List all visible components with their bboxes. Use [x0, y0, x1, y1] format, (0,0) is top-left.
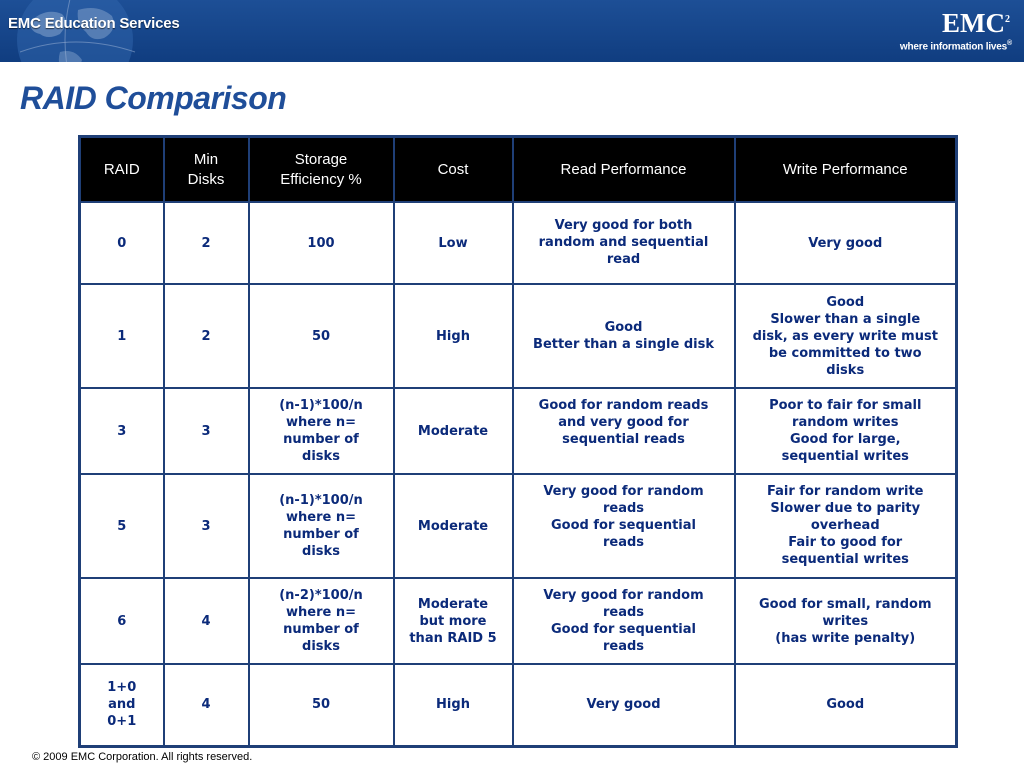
- cell-line: disks: [302, 449, 340, 464]
- cell-raid: [80, 202, 164, 284]
- cell-cost: [394, 388, 513, 474]
- column-header-read-performance: [513, 137, 735, 203]
- cell-line: but more: [419, 613, 487, 629]
- cell-line: be committed to two: [768, 345, 922, 361]
- cell-line: High: [436, 328, 470, 344]
- cell-line: 5: [117, 518, 127, 534]
- cell-line: random and sequential: [538, 235, 709, 250]
- column-header-line: Min: [193, 150, 219, 168]
- cell-line: where n=: [286, 605, 356, 620]
- cell-read-performance: [513, 388, 735, 474]
- cell-min-disks: [164, 474, 249, 578]
- cell-line: sequential writes: [781, 552, 909, 567]
- cell-line: random writes: [792, 415, 899, 430]
- cell-line: Moderate: [417, 423, 489, 439]
- cell-line: 1+0: [107, 680, 137, 696]
- column-header-line: RAID: [103, 160, 140, 178]
- column-header-write-performance: [735, 137, 957, 203]
- cell-line: sequential reads: [562, 432, 685, 447]
- cell-line: 4: [201, 613, 211, 629]
- emc-tagline: [900, 40, 1012, 52]
- cell-line: than RAID 5: [409, 630, 497, 646]
- table-row: [80, 664, 957, 746]
- cell-line: Fair for random write: [767, 484, 924, 499]
- cell-line: Slower due to parity: [770, 501, 921, 516]
- cell-line: Very good: [586, 697, 661, 713]
- cell-line: 2: [201, 328, 211, 344]
- column-header-line: Disks: [187, 170, 225, 188]
- cell-line: sequential writes: [781, 449, 909, 464]
- cell-line: reads: [602, 501, 645, 516]
- emc-logo-text: EMC: [942, 8, 1005, 38]
- cell-line: 4: [201, 697, 211, 713]
- cell-line: Good for large,: [789, 432, 901, 447]
- table-row: [80, 388, 957, 474]
- cell-min-disks: [164, 284, 249, 388]
- cell-line: Good for small, random: [758, 596, 932, 612]
- cell-line: and: [108, 697, 136, 713]
- table-row: [80, 284, 957, 388]
- cell-line: Very good for random: [543, 484, 704, 499]
- cell-read-performance: [513, 474, 735, 578]
- page-title: RAID Comparison: [20, 80, 287, 116]
- cell-line: (n-1)*100/n: [279, 493, 363, 508]
- cell-min-disks: [164, 664, 249, 746]
- cell-line: Very good for both: [554, 218, 693, 233]
- cell-line: number of: [283, 432, 359, 447]
- cell-line: Moderate: [417, 596, 489, 612]
- cell-line: number of: [283, 622, 359, 637]
- cell-line: (n-1)*100/n: [279, 398, 363, 413]
- cell-storage-efficiency: [249, 284, 394, 388]
- cell-cost: [394, 202, 513, 284]
- cell-cost: [394, 474, 513, 578]
- cell-cost: [394, 284, 513, 388]
- cell-line: 3: [117, 423, 127, 439]
- cell-line: reads: [602, 535, 645, 550]
- cell-min-disks: [164, 202, 249, 284]
- cell-line: reads: [602, 605, 645, 620]
- column-header-min-disks: [164, 137, 249, 203]
- copyright-footer: © 2009 EMC Corporation. All rights reserved.: [32, 751, 253, 763]
- edu-services-label: EMC Education Services: [8, 15, 180, 32]
- cell-line: Good for sequential: [551, 518, 696, 533]
- cell-line: Good: [826, 294, 865, 310]
- table-row: [80, 202, 957, 284]
- cell-write-performance: [735, 388, 957, 474]
- cell-write-performance: [735, 202, 957, 284]
- cell-line: Better than a single disk: [533, 337, 714, 352]
- cell-min-disks: [164, 578, 249, 664]
- cell-line: writes: [822, 613, 869, 629]
- cell-read-performance: [513, 578, 735, 664]
- column-header-line: Read Performance: [560, 160, 687, 178]
- cell-line: disks: [302, 544, 340, 559]
- cell-raid: [80, 578, 164, 664]
- table-header-row: [80, 137, 957, 203]
- cell-storage-efficiency: [249, 664, 394, 746]
- cell-line: 2: [201, 235, 211, 251]
- cell-storage-efficiency: [249, 202, 394, 284]
- cell-write-performance: [735, 474, 957, 578]
- cell-line: 0: [117, 235, 127, 251]
- cell-read-performance: [513, 664, 735, 746]
- cell-line: number of: [283, 527, 359, 542]
- cell-line: read: [606, 252, 641, 267]
- cell-read-performance: [513, 284, 735, 388]
- emc-logo: [942, 8, 1010, 39]
- cell-line: disk, as every write must: [752, 328, 938, 344]
- cell-line: Very good for random: [543, 588, 704, 603]
- cell-line: Poor to fair for small: [769, 398, 922, 413]
- cell-raid: [80, 474, 164, 578]
- cell-line: Slower than a single: [770, 311, 921, 327]
- column-header-line: Storage: [294, 150, 348, 168]
- cell-line: Moderate: [417, 518, 489, 534]
- cell-line: Low: [438, 235, 468, 251]
- cell-line: 100: [307, 235, 335, 251]
- cell-line: disks: [826, 362, 865, 378]
- cell-read-performance: [513, 202, 735, 284]
- emc-tagline-mark: ®: [1007, 40, 1012, 47]
- cell-line: Good for random reads: [538, 398, 709, 413]
- cell-storage-efficiency: [249, 578, 394, 664]
- table-row: [80, 578, 957, 664]
- cell-line: 3: [201, 423, 211, 439]
- cell-storage-efficiency: [249, 474, 394, 578]
- cell-line: where n=: [286, 510, 356, 525]
- cell-storage-efficiency: [249, 388, 394, 474]
- cell-line: Good: [826, 697, 865, 713]
- column-header-line: Write Performance: [782, 160, 908, 178]
- cell-line: (n-2)*100/n: [279, 588, 363, 603]
- table-body: [80, 202, 957, 746]
- cell-line: and very good for: [558, 415, 689, 430]
- column-header-cost: [394, 137, 513, 203]
- cell-line: reads: [602, 639, 645, 654]
- header-banner: [0, 0, 1024, 62]
- cell-line: 50: [311, 328, 331, 344]
- column-header-line: Efficiency %: [280, 170, 362, 188]
- cell-line: 6: [117, 613, 127, 629]
- cell-min-disks: [164, 388, 249, 474]
- table-row: [80, 474, 957, 578]
- cell-line: Fair to good for: [788, 535, 903, 550]
- column-header-raid: [80, 137, 164, 203]
- raid-comparison-table: [78, 135, 958, 748]
- cell-cost: [394, 664, 513, 746]
- emc-tagline-text: where information lives: [899, 41, 1008, 53]
- cell-write-performance: [735, 664, 957, 746]
- cell-line: 3: [201, 518, 211, 534]
- cell-line: where n=: [286, 415, 356, 430]
- cell-raid: [80, 284, 164, 388]
- cell-line: 0+1: [107, 714, 137, 730]
- cell-line: Good: [604, 320, 643, 335]
- cell-line: Very good: [808, 236, 883, 251]
- cell-line: (has write penalty): [775, 630, 916, 646]
- cell-line: disks: [302, 639, 340, 654]
- cell-cost: [394, 578, 513, 664]
- raid-table-container: [78, 135, 958, 748]
- column-header-storage-efficiency: [249, 137, 394, 203]
- cell-raid: [80, 664, 164, 746]
- cell-line: Good for sequential: [551, 622, 696, 637]
- cell-write-performance: [735, 284, 957, 388]
- cell-raid: [80, 388, 164, 474]
- cell-line: overhead: [810, 518, 880, 533]
- cell-line: 50: [311, 697, 331, 713]
- cell-line: High: [436, 697, 470, 713]
- column-header-line: Cost: [437, 160, 469, 178]
- emc-logo-superscript: 2: [1005, 14, 1010, 25]
- cell-write-performance: [735, 578, 957, 664]
- cell-line: 1: [117, 328, 127, 344]
